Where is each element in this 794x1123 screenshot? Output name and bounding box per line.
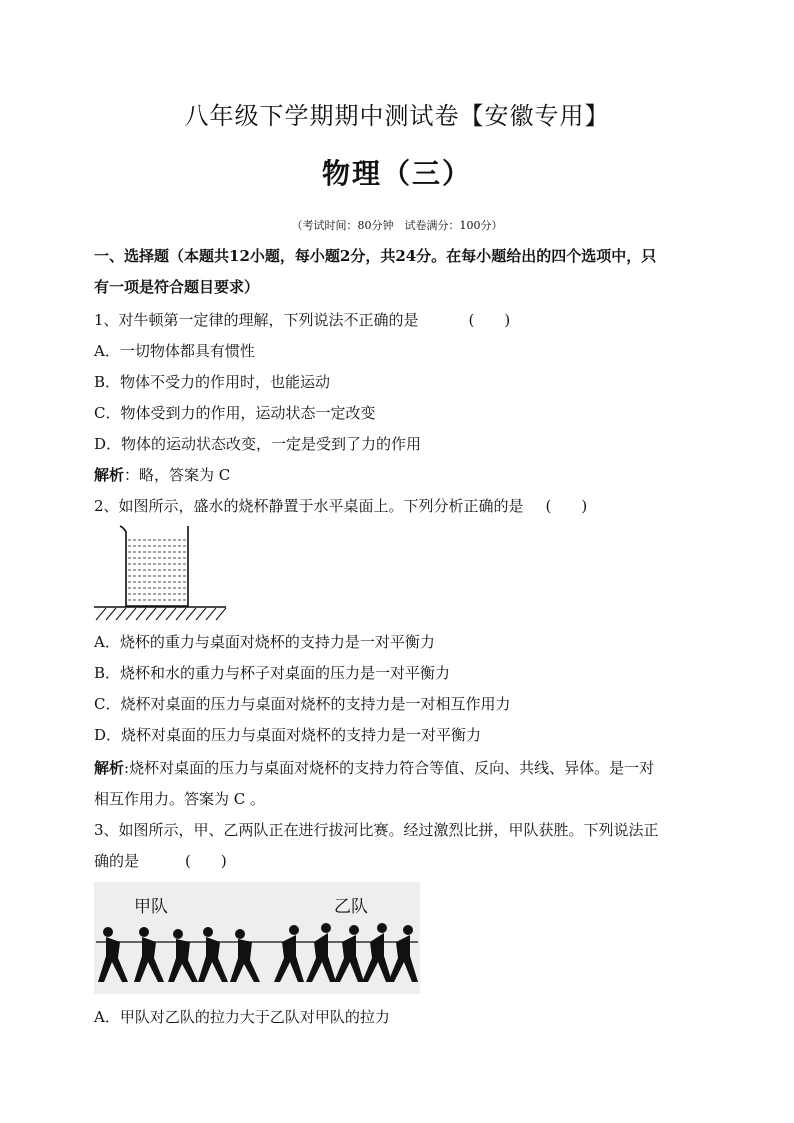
tug-of-war-drawing	[94, 882, 420, 994]
q2-analysis-line-1	[94, 758, 654, 778]
q2-option-a: A．烧杯的重力与桌面对烧杯的支持力是一对平衡力	[94, 633, 435, 651]
q3-stem-line-2	[94, 851, 227, 871]
q1-option-a: A．一切物体都具有惯性	[94, 342, 255, 360]
q1-analysis	[94, 465, 230, 485]
exam-note: （考试时间：80分钟 试卷满分：100分）	[291, 219, 503, 232]
tug-of-war-figure	[94, 882, 420, 994]
page-subtitle: 物理（三）	[321, 157, 472, 190]
q1-answer-paren: ( )	[468, 311, 511, 329]
q1-option-d: D．物体的运动状态改变，一定是受到了力的作用	[94, 435, 422, 453]
q1-stem	[94, 310, 510, 330]
q2-answer-paren: ( )	[545, 497, 588, 515]
q1-stem-text: 1、对牛顿第一定律的理解，下列说法不正确的是	[94, 311, 419, 329]
q2-stem-text: 2、如图所示，盛水的烧杯静置于水平桌面上。下列分析正确的是	[94, 497, 524, 515]
section-heading-line-2: 有一项是符合题目要求）	[94, 278, 260, 296]
table-hatching	[96, 608, 226, 620]
q2-option-b: B．烧杯和水的重力与杯子对桌面的压力是一对平衡力	[94, 664, 451, 682]
q2-analysis-line-2: 相互作用力。答案为 C 。	[94, 790, 266, 808]
q1-option-b: B．物体不受力的作用时，也能运动	[94, 373, 331, 391]
q2-analysis-text-1: :烧杯对桌面的压力与桌面对烧杯的支持力符合等值、反向、共线、异体。是一对	[124, 759, 655, 777]
q3-stem-line-1: 3、如图所示，甲、乙两队正在进行拔河比赛。经过激烈比拼，甲队获胜。下列说法正	[94, 821, 659, 839]
team-b-label: 乙队	[334, 897, 368, 917]
team-a-label: 甲队	[134, 897, 168, 917]
q2-stem	[94, 496, 587, 516]
q1-analysis-text: ：略，答案为 C	[124, 466, 231, 484]
q3-answer-paren: ( )	[185, 852, 227, 870]
section-heading-line-1: 一、选择题（本题共12小题，每小题2分，共24分。在每小题给出的四个选项中，只	[94, 247, 657, 265]
q2-option-d: D．烧杯对桌面的压力与桌面对烧杯的支持力是一对平衡力	[94, 726, 482, 744]
beaker-figure	[94, 524, 234, 624]
q3-stem-text-2: 确的是	[94, 852, 140, 870]
q3-option-a: A．甲队对乙队的拉力大于乙队对甲队的拉力	[94, 1008, 390, 1026]
water-fill	[128, 540, 186, 600]
q1-analysis-label: 解析	[94, 466, 125, 484]
q2-analysis-label: 解析	[94, 759, 125, 777]
page-title: 八年级下学期期中测试卷【安徽专用】	[184, 102, 610, 130]
q1-option-c: C．物体受到力的作用，运动状态一定改变	[94, 404, 376, 422]
q2-option-c: C．烧杯对桌面的压力与桌面对烧杯的支持力是一对相互作用力	[94, 695, 511, 713]
